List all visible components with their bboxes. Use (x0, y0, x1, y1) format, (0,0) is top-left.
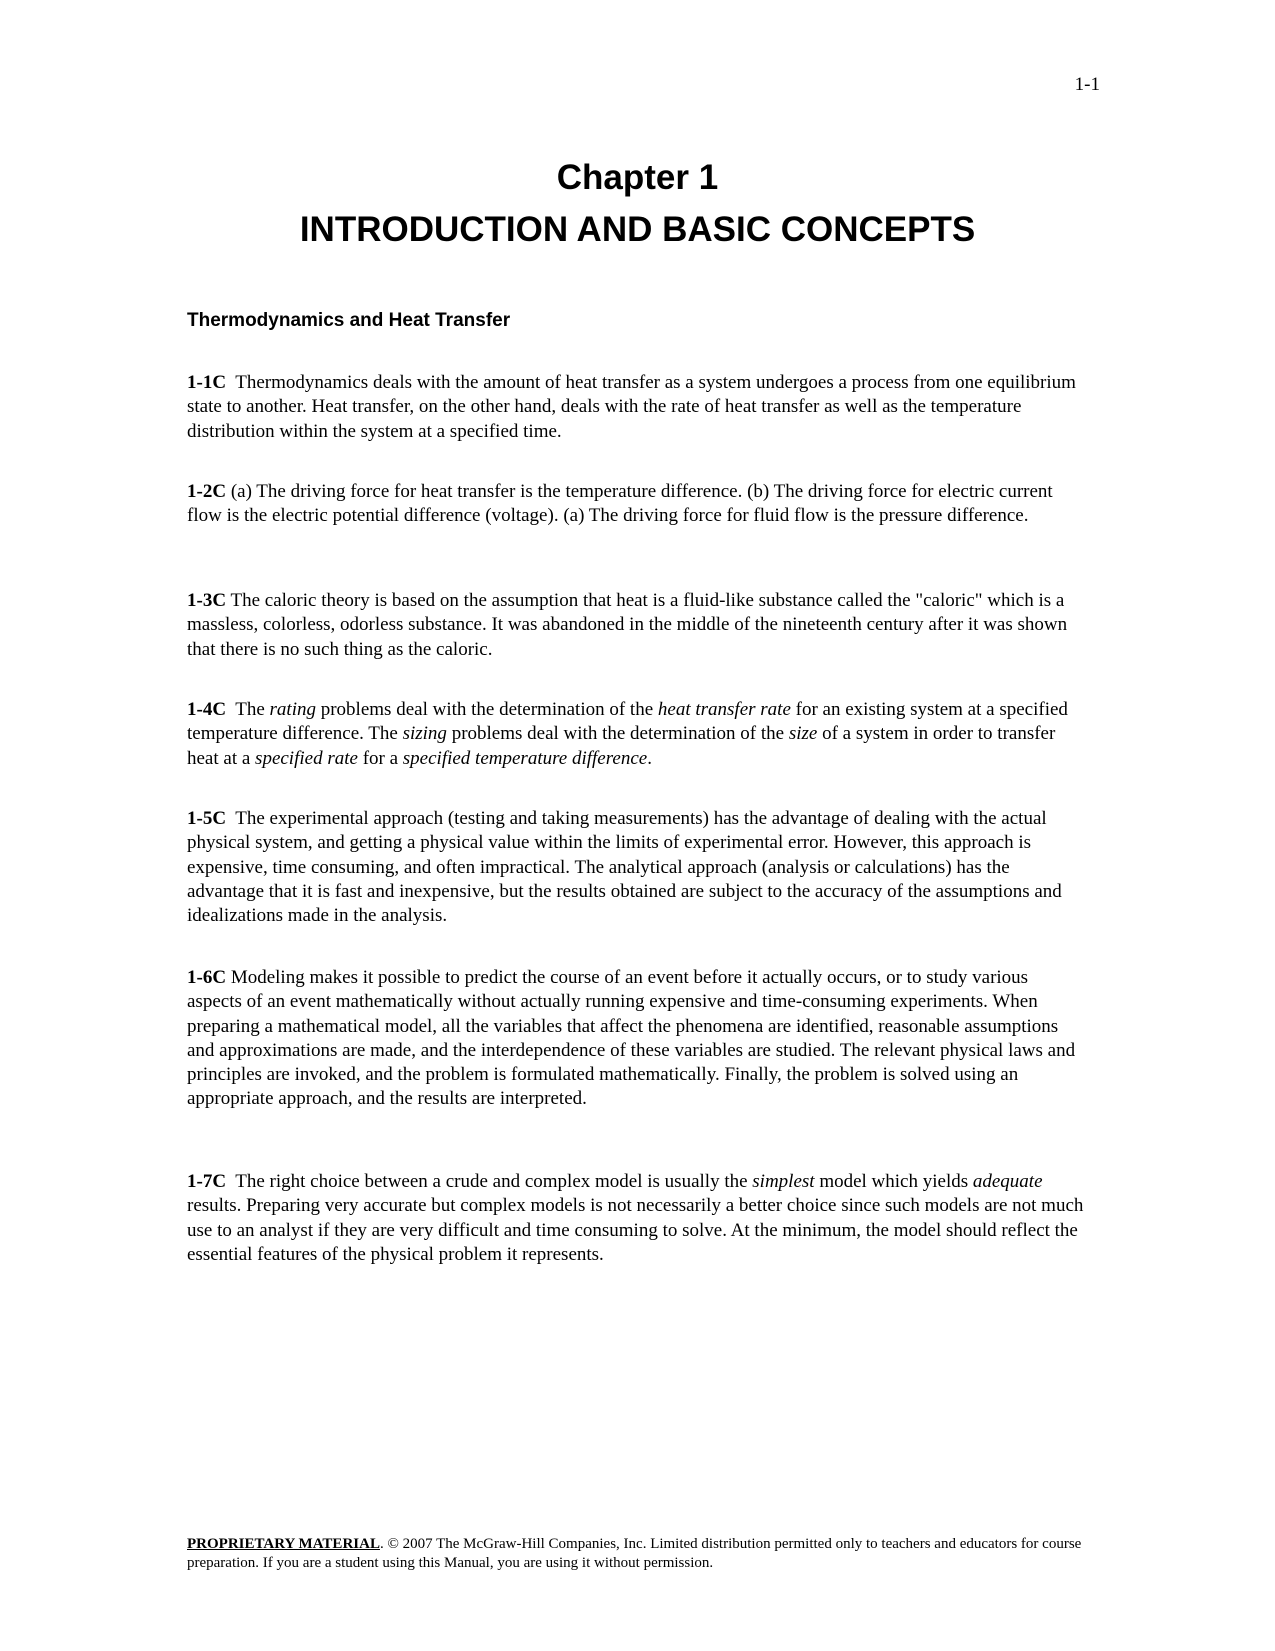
question-number: 1-1C (187, 372, 227, 393)
answer-text: The experimental approach (testing and taking measurements) has the advantage of dealing with the actual physical system, and getting a physical value within the limits of experimental error. However, this approach is expensive, time consuming, and often impractical. The analytical approach (analysis or calculations) has the advantage that it is fast and inexpensive, but the results obtained are subject to the accuracy of the assumptions and idealizations made in the analysis. (187, 808, 1062, 927)
copyright-text: . © 2007 The McGraw-Hill Companies, Inc. Limited distribution permitted only to teachers and educators for course preparation. If you are a student using this Manual, you are using it without permission. (187, 1536, 1082, 1571)
emphasis-term: heat transfer rate (657, 699, 791, 720)
answer-text: problems deal with the determination of the (315, 699, 658, 720)
answer-text: The (235, 699, 270, 720)
question-1-2c (187, 480, 1087, 529)
chapter-heading (0, 152, 1275, 256)
answer-text: for an existing system at a specified temperature difference. The (187, 699, 1068, 745)
question-1-6c (187, 966, 1087, 1112)
question-number: 1-4C (187, 699, 227, 720)
answer-text: (a) The driving force for heat transfer is the temperature difference. (b) The driving force for electric current flow is the electric potential difference (voltage). (a) The driving force for fluid flow is the pressure difference. (187, 481, 1053, 527)
answer-text: of a system in order to transfer heat at a (187, 723, 1056, 769)
question-1-4c (187, 698, 1087, 771)
emphasis-term: adequate (972, 1171, 1043, 1192)
proprietary-label: PROPRIETARY MATERIAL (187, 1536, 380, 1552)
question-separator (226, 808, 235, 829)
section-heading: Thermodynamics and Heat Transfer (187, 310, 511, 331)
question-separator (226, 1171, 235, 1192)
question-separator (226, 699, 235, 720)
question-number: 1-2C (187, 481, 227, 502)
emphasis-term: simplest (752, 1171, 815, 1192)
answer-text: Thermodynamics deals with the amount of heat transfer as a system undergoes a process from one equilibrium state to another. Heat transfer, on the other hand, deals with the rate of heat transfer as well as the temperature distribution within the system at a specified time. (187, 372, 1076, 442)
question-number: 1-6C (187, 967, 227, 988)
answer-text: problems deal with the determination of the (446, 723, 789, 745)
answer-text: model which yields (814, 1171, 973, 1192)
proprietary-notice (187, 1535, 1087, 1573)
chapter-label: Chapter 1 (556, 158, 719, 197)
answer-text: Modeling makes it possible to predict the course of an event before it actually occurs, or to study various aspects of an event mathematically without actually running expensive and time-consuming experiments. When preparing a mathematical model, all the variables that affect the phenomena are identified, reasonable assumptions and approximations are made, and the interdependence of these variables are studied. The relevant physical laws and principles are invoked, and the problem is formulated mathematically. Finally, the problem is solved using an appropriate approach, and the results are interpreted. (187, 967, 1076, 1110)
answer-text: . (647, 747, 652, 769)
question-1-3c (187, 589, 1087, 662)
answer-text: The right choice between a crude and complex model is usually the (235, 1171, 753, 1192)
answer-text: results. Preparing very accurate but complex models is not necessarily a better choice since such models are not much use to an analyst if they are very difficult and time consuming to solve. At the minimum, the model should reflect the essential features of the physical problem it represents. (187, 1195, 1084, 1265)
question-number: 1-3C (187, 590, 227, 611)
question-number: 1-5C (187, 808, 227, 829)
chapter-title: INTRODUCTION AND BASIC CONCEPTS (299, 210, 976, 249)
emphasis-term: rating (269, 699, 316, 720)
question-1-1c (187, 371, 1087, 444)
emphasis-term: specified rate (255, 747, 358, 769)
page-number: 1-1 (1074, 74, 1100, 95)
question-1-7c (187, 1170, 1087, 1267)
emphasis-term: sizing (402, 723, 447, 745)
emphasis-term: specified temperature difference (402, 747, 648, 769)
question-1-5c (187, 807, 1087, 928)
question-number: 1-7C (187, 1171, 227, 1192)
question-separator (226, 372, 235, 393)
emphasis-term: size (788, 723, 818, 745)
answer-text: for a (357, 747, 403, 769)
answer-text: The caloric theory is based on the assumption that heat is a fluid-like substance called the "caloric" which is a massless, colorless, odorless substance. It was abandoned in the middle of the nineteenth century after it was shown that there is no such thing as the caloric. (187, 590, 1068, 660)
